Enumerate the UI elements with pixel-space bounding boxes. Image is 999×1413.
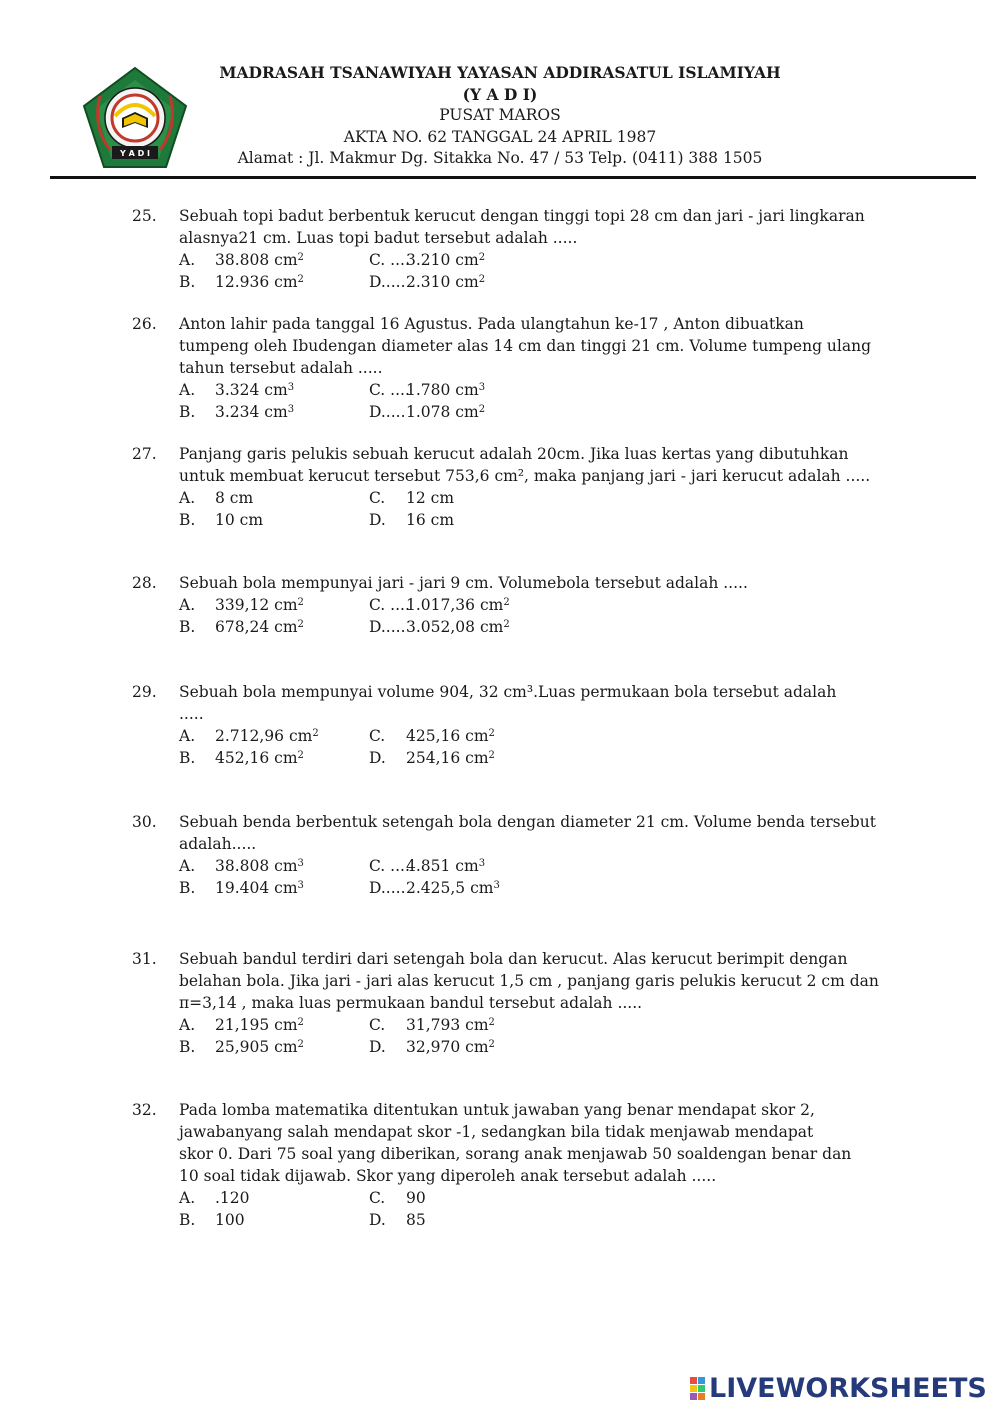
option-value-text: 16 cm <box>406 511 455 529</box>
question-line: Anton lahir pada tanggal 16 Agustus. Pada ulangtahun ke-17 , Anton dibuatkan <box>179 315 804 333</box>
option-label: D. <box>369 1038 386 1056</box>
option-label: A. <box>179 489 196 507</box>
question-line: Sebuah bola mempunyai jari - jari 9 cm. Volumebola tersebut adalah ..... <box>179 574 748 592</box>
option-value <box>406 509 454 531</box>
option-value-text: 31,793 cm <box>406 1016 489 1034</box>
option-label: B. <box>179 273 196 291</box>
option-label: D..... <box>369 273 406 291</box>
header-address: Alamat : Jl. Makmur Dg. Sitakka No. 47 / 53 Telp. (0411) 388 1505 <box>237 149 763 167</box>
option-label: B. <box>179 1038 196 1056</box>
question-item <box>132 572 892 638</box>
question-item <box>132 443 892 531</box>
option-value <box>406 1014 495 1036</box>
option-unit-exponent: 2 <box>478 252 486 263</box>
options-row <box>179 1014 892 1036</box>
option-value <box>215 249 304 271</box>
option-value <box>406 487 454 509</box>
option-value-text: 90 <box>406 1189 426 1207</box>
option-value <box>406 616 510 638</box>
option-label: A. <box>179 251 196 269</box>
option-value-text: 3.234 cm <box>215 403 288 421</box>
question-item <box>132 205 892 293</box>
option-label: D. <box>369 1211 386 1229</box>
option-value <box>406 271 485 293</box>
svg-text:Y A D I: Y A D I <box>120 149 150 158</box>
option-value-text: 1.017,36 cm <box>406 596 504 614</box>
answer-options <box>179 594 892 638</box>
option-value-text: 19.404 cm <box>215 879 298 897</box>
question-text <box>179 681 892 725</box>
answer-options <box>179 379 892 423</box>
options-row <box>179 1209 892 1231</box>
option-label: B. <box>179 403 196 421</box>
option-label: D..... <box>369 403 406 421</box>
option-value-text: 339,12 cm <box>215 596 298 614</box>
option-unit-exponent: 2 <box>297 750 304 761</box>
options-row <box>179 249 892 271</box>
option-label: C. .... <box>369 857 410 875</box>
question-text <box>179 1099 892 1187</box>
question-item <box>132 313 892 423</box>
options-row <box>179 1187 892 1209</box>
option-unit-exponent: 2 <box>297 1017 304 1028</box>
option-value-text: 100 <box>215 1211 245 1229</box>
question-number: 32. <box>132 1101 157 1119</box>
options-row <box>179 725 892 747</box>
options-row <box>179 855 892 877</box>
option-value <box>406 725 495 747</box>
question-item <box>132 681 892 769</box>
option-value <box>215 1209 245 1231</box>
answer-options <box>179 1014 892 1058</box>
answer-options <box>179 487 892 531</box>
option-value <box>215 487 253 509</box>
option-value <box>406 1187 426 1209</box>
option-value-text: 8 cm <box>215 489 254 507</box>
options-row <box>179 401 892 423</box>
question-line: belahan bola. Jika jari - jari alas kerucut 1,5 cm , panjang garis pelukis kerucut 2 cm dan <box>179 972 879 990</box>
option-value <box>215 379 294 401</box>
option-label: C. <box>369 1189 386 1207</box>
option-unit-exponent: 2 <box>478 274 486 285</box>
question-number: 25. <box>132 207 157 225</box>
question-text <box>179 811 892 855</box>
option-value-text: 3.210 cm <box>406 251 479 269</box>
option-label: B. <box>179 879 196 897</box>
option-label: B. <box>179 749 196 767</box>
option-unit-exponent: 2 <box>297 619 304 630</box>
header-abbreviation: (Y A D I) <box>462 85 538 104</box>
question-text <box>179 443 892 487</box>
question-number: 31. <box>132 950 157 968</box>
option-label: C. <box>369 1016 386 1034</box>
question-line: 10 soal tidak dijawab. Skor yang diperoleh anak tersebut adalah ..... <box>179 1167 717 1185</box>
question-line: π=3,14 , maka luas permukaan bandul tersebut adalah ..... <box>179 994 643 1012</box>
question-item <box>132 948 892 1058</box>
option-value <box>215 725 319 747</box>
options-row <box>179 271 892 293</box>
liveworksheets-watermark <box>690 1372 987 1404</box>
question-number: 30. <box>132 813 157 831</box>
option-label: A. <box>179 857 196 875</box>
header-divider <box>50 176 976 179</box>
option-value-text: 2.310 cm <box>406 273 479 291</box>
option-unit-exponent: 2 <box>488 1017 495 1028</box>
option-value <box>215 877 304 899</box>
option-value-text: 254,16 cm <box>406 749 489 767</box>
question-line: skor 0. Dari 75 soal yang diberikan, sorang anak menjawab 50 soaldengan benar dan <box>179 1145 852 1163</box>
question-number: 28. <box>132 574 157 592</box>
question-number: 26. <box>132 315 157 333</box>
option-value-text: 12.936 cm <box>215 273 298 291</box>
option-label: C. .... <box>369 381 410 399</box>
options-row <box>179 747 892 769</box>
option-label: B. <box>179 511 196 529</box>
question-line: Sebuah topi badut berbentuk kerucut dengan tinggi topi 28 cm dan jari - jari lingkaran <box>179 207 865 225</box>
school-header <box>0 0 999 180</box>
liveworksheets-logo-icon <box>690 1377 705 1400</box>
option-value <box>215 1036 304 1058</box>
answer-options <box>179 249 892 293</box>
option-value-text: 425,16 cm <box>406 727 489 745</box>
option-value <box>215 594 304 616</box>
option-label: A. <box>179 727 196 745</box>
option-value-text: 1.078 cm <box>406 403 479 421</box>
question-line: alasnya21 cm. Luas topi badut tersebut adalah ..... <box>179 229 578 247</box>
option-value-text: 4.851 cm <box>406 857 479 875</box>
option-unit-exponent: 3 <box>493 880 500 891</box>
option-value-text: 3.052,08 cm <box>406 618 504 636</box>
question-item <box>132 1099 892 1231</box>
option-label: C. <box>369 727 386 745</box>
option-value-text: 10 cm <box>215 511 264 529</box>
question-line: adalah..... <box>179 835 257 853</box>
option-unit-exponent: 3 <box>478 858 486 869</box>
options-row <box>179 1036 892 1058</box>
option-value-text: 32,970 cm <box>406 1038 489 1056</box>
question-line: Panjang garis pelukis sebuah kerucut adalah 20cm. Jika luas kertas yang dibutuhkan <box>179 445 849 463</box>
question-number: 29. <box>132 683 157 701</box>
option-value-text: 2.712,96 cm <box>215 727 313 745</box>
option-unit-exponent: 2 <box>478 404 486 415</box>
question-line: Sebuah bola mempunyai volume 904, 32 cm³.Luas permukaan bola tersebut adalah <box>179 683 837 701</box>
option-value <box>215 616 304 638</box>
question-line: jawabanyang salah mendapat skor -1, sedangkan bila tidak menjawab mendapat <box>179 1123 814 1141</box>
option-label: D..... <box>369 879 406 897</box>
option-value <box>215 509 263 531</box>
option-unit-exponent: 3 <box>287 404 295 415</box>
option-value <box>215 855 304 877</box>
option-value-text: 21,195 cm <box>215 1016 298 1034</box>
question-line: tumpeng oleh Ibudengan diameter alas 14 cm dan tinggi 21 cm. Volume tumpeng ulang <box>179 337 872 355</box>
question-text <box>179 572 892 594</box>
option-value <box>406 855 485 877</box>
options-row <box>179 594 892 616</box>
option-unit-exponent: 2 <box>488 728 495 739</box>
question-line: ..... <box>179 705 204 723</box>
option-value-text: 85 <box>406 1211 426 1229</box>
option-unit-exponent: 2 <box>312 728 319 739</box>
option-value <box>406 379 485 401</box>
options-row <box>179 509 892 531</box>
question-text <box>179 205 892 249</box>
option-label: C. .... <box>369 251 410 269</box>
option-value-text: 452,16 cm <box>215 749 298 767</box>
option-value <box>406 1036 495 1058</box>
option-value <box>406 401 485 423</box>
option-value-text: 38.808 cm <box>215 251 298 269</box>
option-value-text: 12 cm <box>406 489 455 507</box>
option-unit-exponent: 2 <box>297 274 304 285</box>
question-item <box>132 811 892 899</box>
option-label: D..... <box>369 618 406 636</box>
option-value-text: 25,905 cm <box>215 1038 298 1056</box>
question-number: 27. <box>132 445 157 463</box>
option-unit-exponent: 2 <box>503 619 510 630</box>
question-text <box>179 313 892 379</box>
options-row <box>179 877 892 899</box>
option-label: A. <box>179 381 196 399</box>
option-label: D. <box>369 511 386 529</box>
option-unit-exponent: 2 <box>297 1039 304 1050</box>
header-deed: AKTA NO. 62 TANGGAL 24 APRIL 1987 <box>343 128 657 146</box>
option-unit-exponent: 3 <box>297 880 304 891</box>
option-unit-exponent: 2 <box>297 597 304 608</box>
option-value <box>406 1209 426 1231</box>
option-value-text: 38.808 cm <box>215 857 298 875</box>
options-row <box>179 616 892 638</box>
option-unit-exponent: 3 <box>287 382 295 393</box>
option-unit-exponent: 2 <box>297 252 304 263</box>
watermark-text: LIVEWORKSHEETS <box>709 1372 987 1404</box>
answer-options <box>179 855 892 899</box>
header-location: PUSAT MAROS <box>439 106 561 124</box>
option-label: D. <box>369 749 386 767</box>
question-line: Pada lomba matematika ditentukan untuk jawaban yang benar mendapat skor 2, <box>179 1101 815 1119</box>
option-value <box>215 747 304 769</box>
option-unit-exponent: 2 <box>503 597 510 608</box>
question-line: tahun tersebut adalah ..... <box>179 359 383 377</box>
option-value <box>406 594 510 616</box>
question-line: untuk membuat kerucut tersebut 753,6 cm², maka panjang jari - jari kerucut adalah ..... <box>179 467 871 485</box>
option-unit-exponent: 2 <box>488 1039 495 1050</box>
question-line: Sebuah benda berbentuk setengah bola dengan diameter 21 cm. Volume benda tersebut <box>179 813 876 831</box>
option-label: A. <box>179 1016 196 1034</box>
option-value-text: 678,24 cm <box>215 618 298 636</box>
option-value-text: 3.324 cm <box>215 381 288 399</box>
option-unit-exponent: 3 <box>478 382 486 393</box>
option-value <box>215 271 304 293</box>
question-line: Sebuah bandul terdiri dari setengah bola dan kerucut. Alas kerucut berimpit dengan <box>179 950 848 968</box>
options-row <box>179 379 892 401</box>
option-label: A. <box>179 596 196 614</box>
option-label: A. <box>179 1189 196 1207</box>
answer-options <box>179 1187 892 1231</box>
option-unit-exponent: 3 <box>297 858 304 869</box>
option-value <box>215 1014 304 1036</box>
option-label: C. <box>369 489 386 507</box>
options-row <box>179 487 892 509</box>
option-label: B. <box>179 618 196 636</box>
question-text <box>179 948 892 1014</box>
option-value <box>406 877 500 899</box>
option-value <box>215 1187 250 1209</box>
option-label: B. <box>179 1211 196 1229</box>
option-label: C. .... <box>369 596 410 614</box>
header-school-name: MADRASAH TSANAWIYAH YAYASAN ADDIRASATUL ISLAMIYAH <box>219 63 781 82</box>
option-value <box>215 401 294 423</box>
option-value-text: 2.425,5 cm <box>406 879 494 897</box>
option-value-text: .120 <box>215 1189 250 1207</box>
option-value <box>406 249 485 271</box>
option-unit-exponent: 2 <box>488 750 495 761</box>
option-value <box>406 747 495 769</box>
option-value-text: 1.780 cm <box>406 381 479 399</box>
answer-options <box>179 725 892 769</box>
